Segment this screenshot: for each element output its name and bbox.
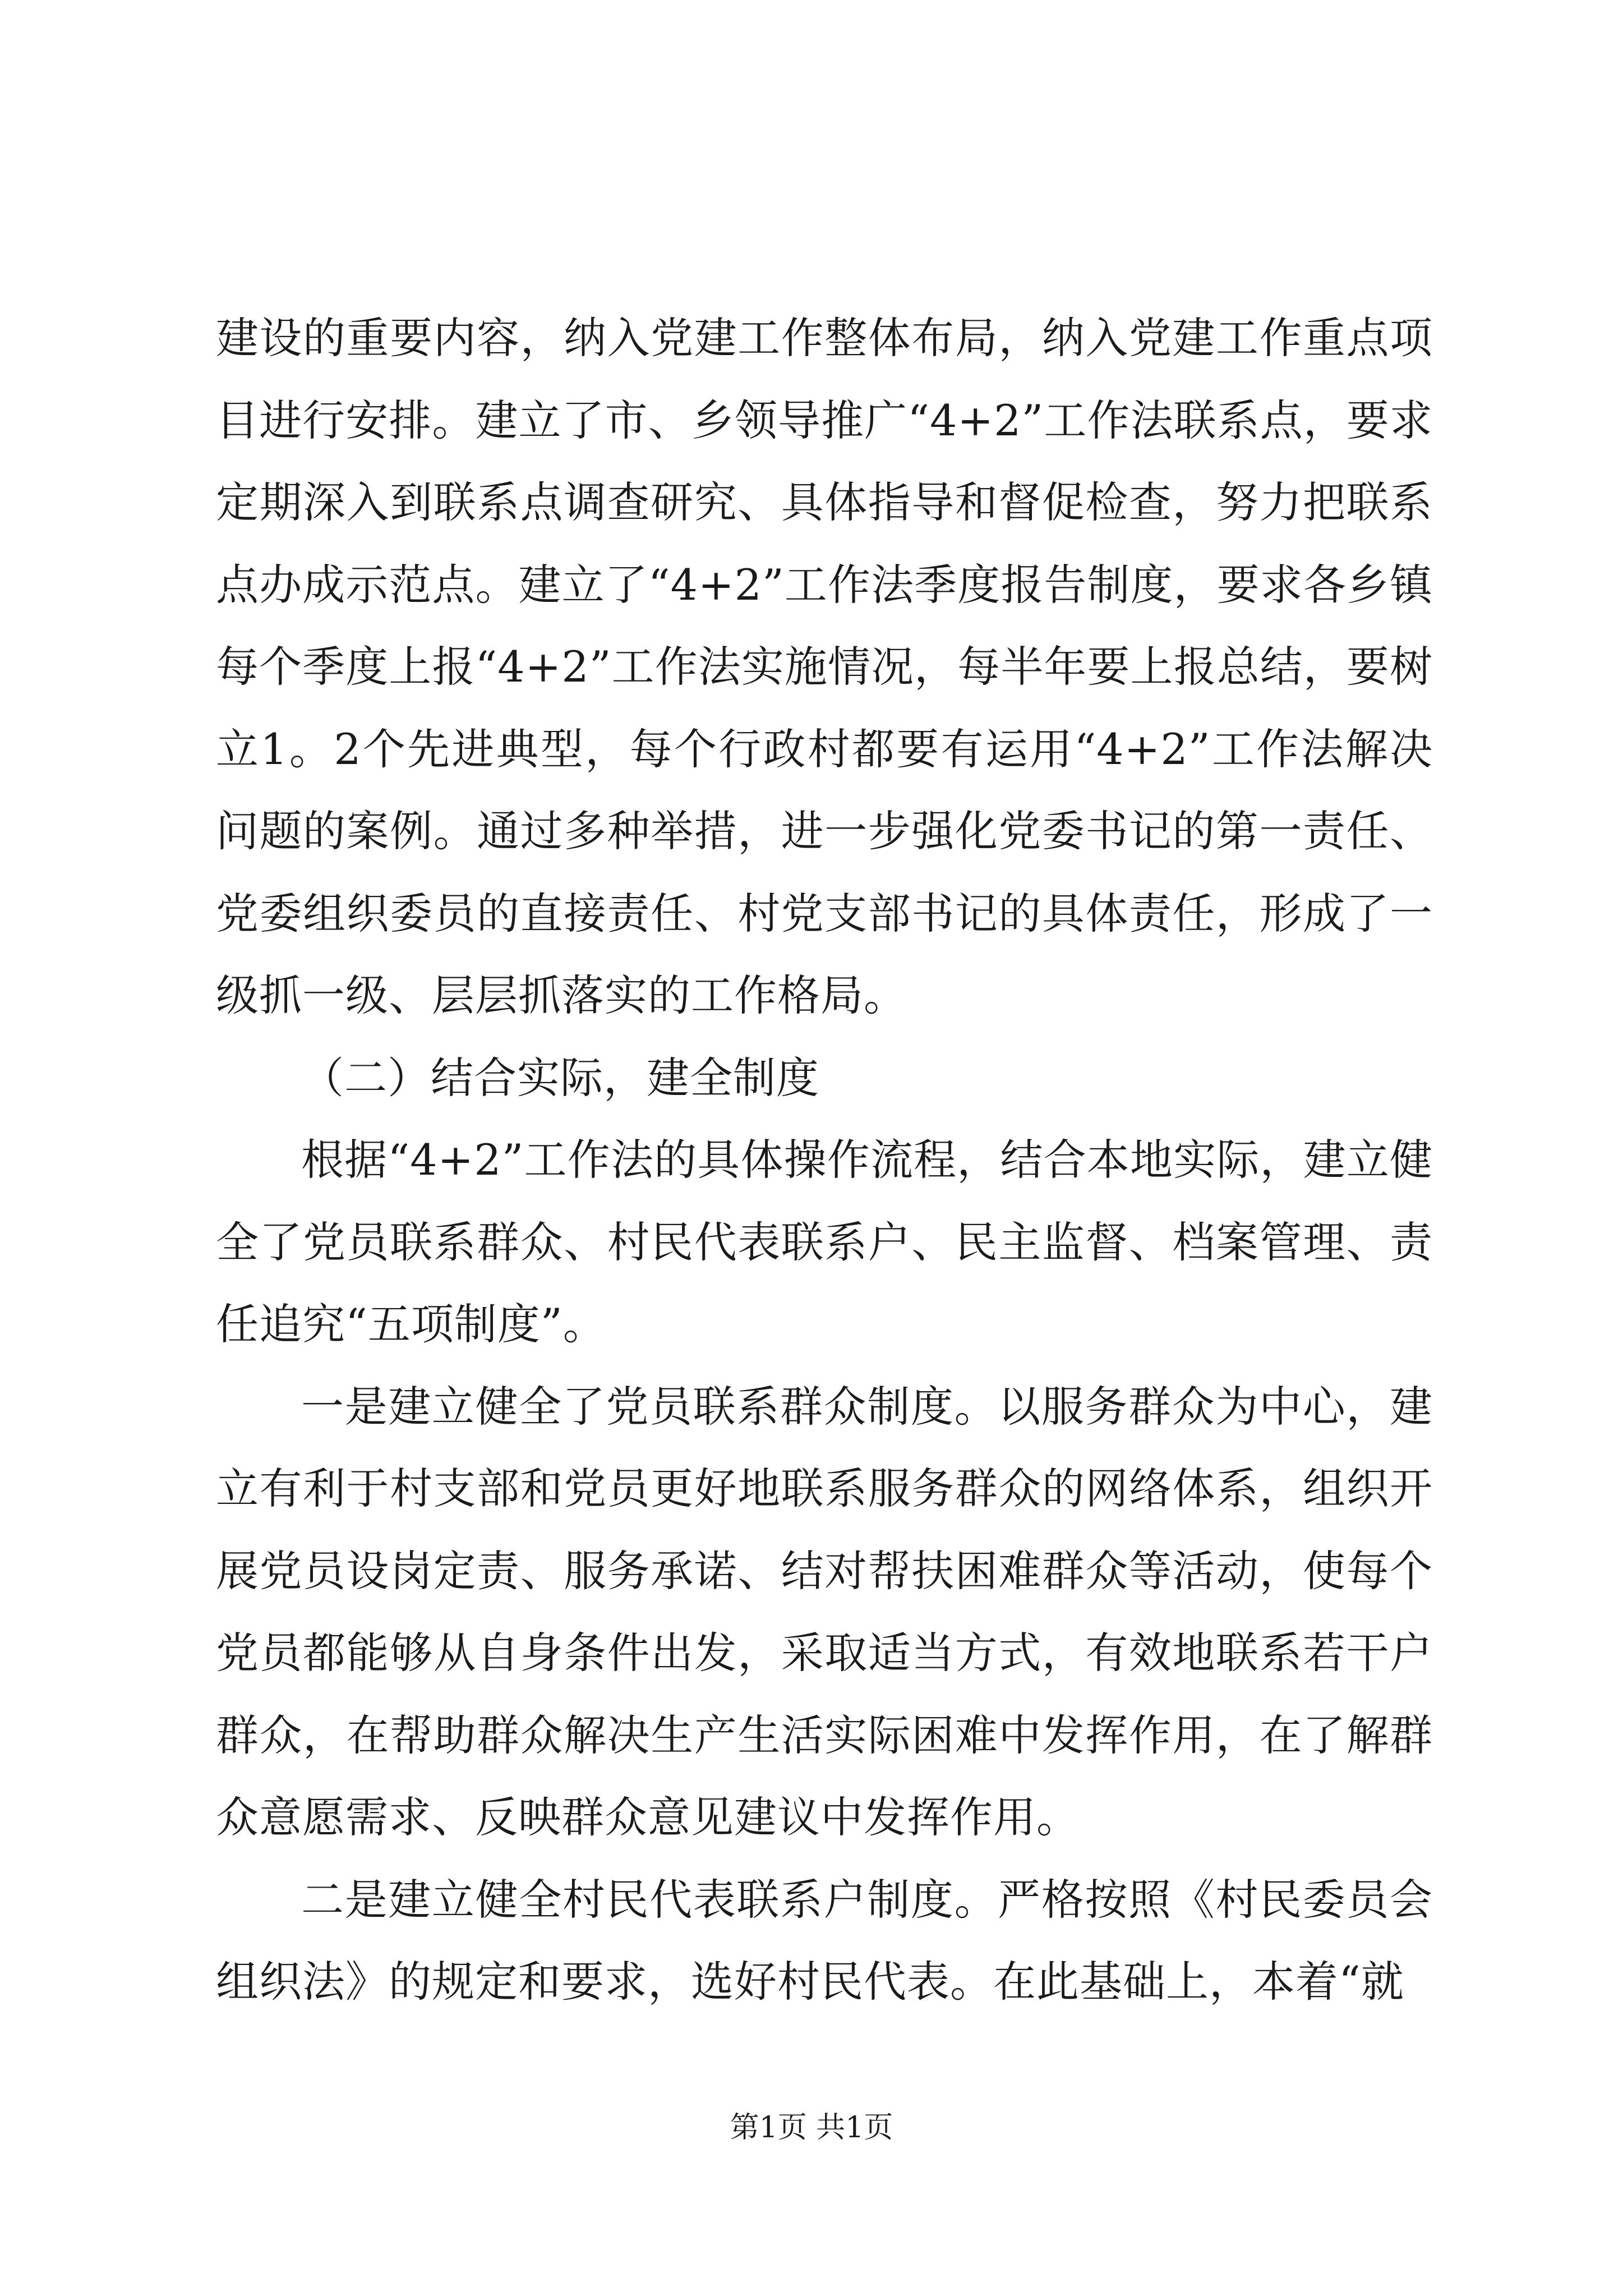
page-footer: 第1页 共1页 bbox=[730, 2111, 893, 2145]
section-heading: （二）结合实际，建全制度 bbox=[301, 1052, 819, 1103]
paragraph-1: 建设的重要内容，纳入党建工作整体布局，纳入党建工作重点项目进行安排。建立了市、乡领导推广“4+2”工作法联系点，要求定期深入到联系点调查研究、具体指导和督促检查，努力把联系点办成示范点。建立了“4+2”工作法季度报告制度，要求各乡镇每个季度上报“4+2”工作法实施情况，每半年要上报总结，要树立1。2个先进典型，每个行政村都要有运用“4+2”工作法解决问题的案例。通过多种举措，进一步强化党委书记的第一责任、党委组织委员的直接责任、村党支部书记的具体责任，形成了一级抓一级、层层抓落实的工作格局。 bbox=[216, 313, 1433, 1020]
document-body bbox=[216, 297, 1433, 2023]
paragraph-2: 根据“4+2”工作法的具体操作流程，结合本地实际，建立健全了党员联系群众、村民代表联系户、民主监督、档案管理、责任追究“五项制度”。 bbox=[216, 1135, 1433, 1349]
paragraph-3: 一是建立健全了党员联系群众制度。以服务群众为中心，建立有利于村支部和党员更好地联系服务群众的网络体系，组织开展党员设岗定责、服务承诺、结对帮扶困难群众等活动，使每个党员都能够从自身条件出发，采取适当方式，有效地联系若干户群众，在帮助群众解决生产生活实际困难中发挥作用，在了解群众意愿需求、反映群众意见建议中发挥作用。 bbox=[216, 1381, 1433, 1842]
paragraph-4: 二是建立健全村民代表联系户制度。严格按照《村民委员会组织法》的规定和要求，选好村民代表。在此基础上，本着“就 bbox=[216, 1874, 1433, 2007]
